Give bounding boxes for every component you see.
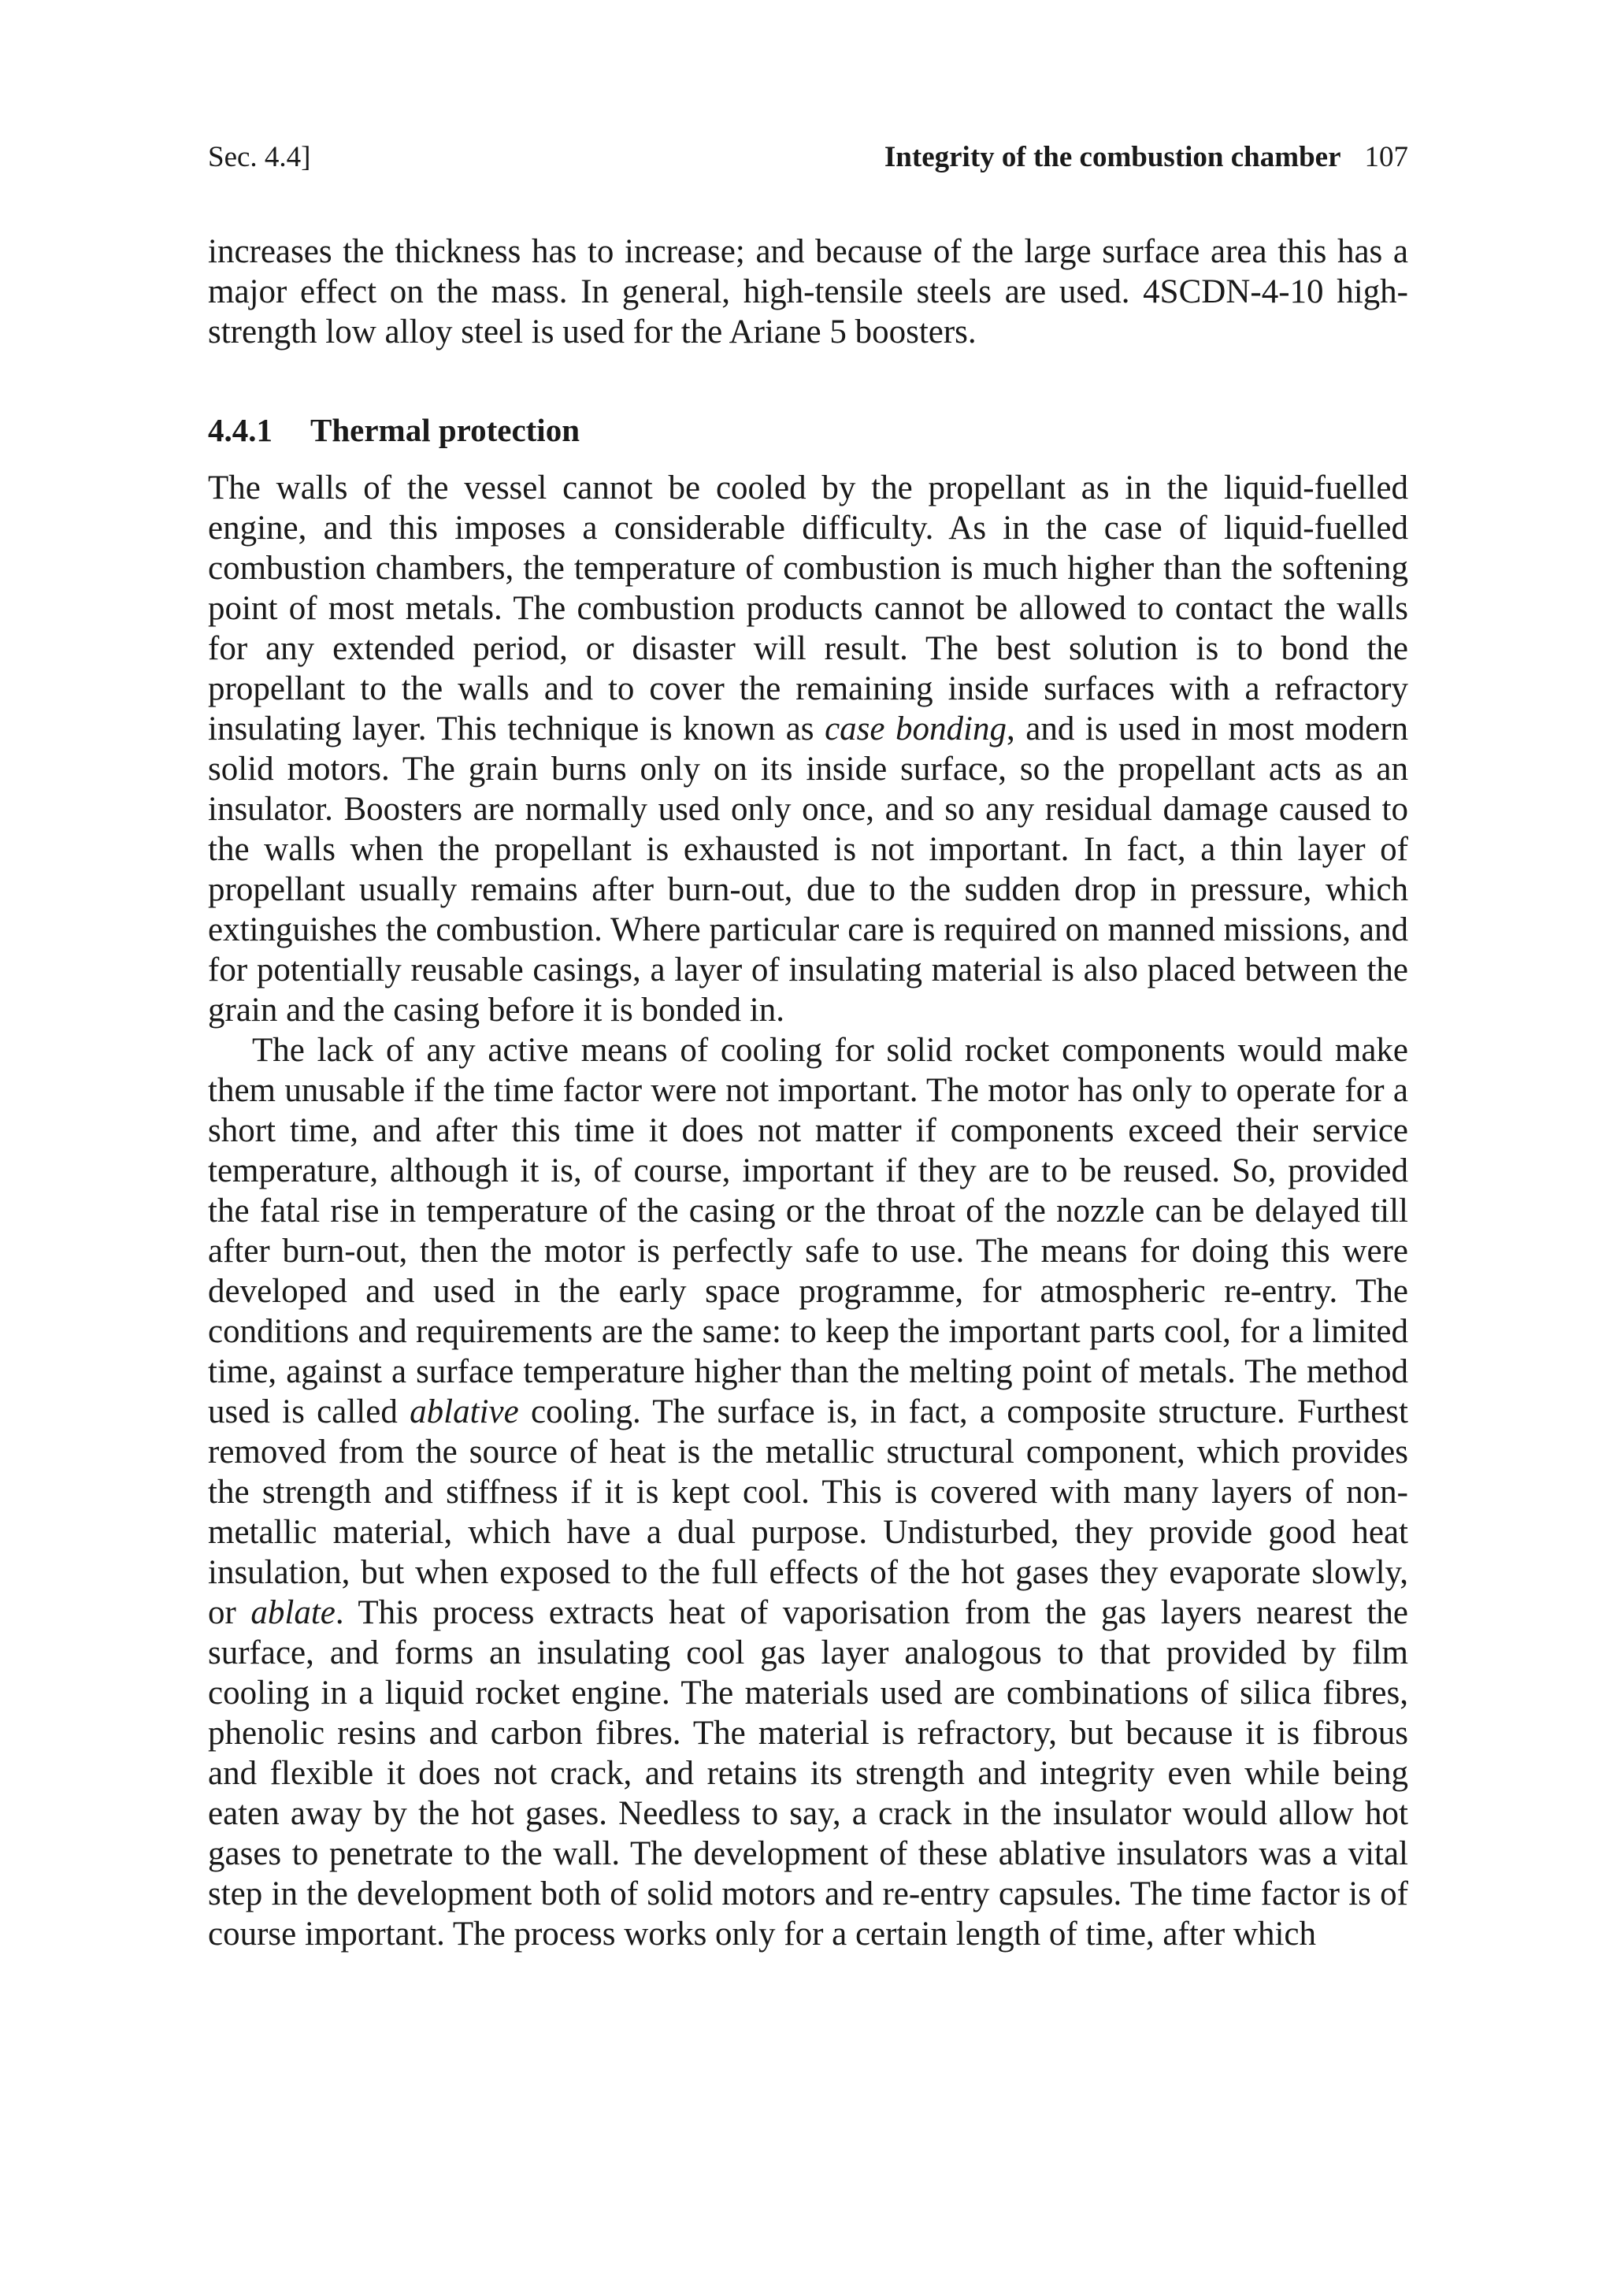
- paragraph-text: . This process extracts heat of vaporisation from the gas layers nearest the surface, and forms an insulating cool gas layer analogous to that provided by film cooling in a liquid rocket engine. The materials used are combinations of silica fibres, phenolic resins and carbon fibres. The material is refractory, but because it is fibrous and flexible it does not crack, and retains its strength and integrity even while being eaten away by the hot gases. Needless to say, a crack in the insulator would allow hot gases to penetrate to the wall. The development of these ablative insulators was a vital step in the development both of solid motors and re-entry capsules. The time factor is of course important. The process works only for a certain length of time, after which: [208, 1594, 1408, 1953]
- section-heading: [208, 410, 1408, 451]
- section-reference: Sec. 4.4]: [208, 141, 311, 173]
- body-text: [208, 232, 1408, 1954]
- intro-paragraph: increases the thickness has to increase; and because of the large surface area this has a major effect on the mass. In general, high-tensile steels are used. 4SCDN-4-10 high-strength low alloy steel is used for the Ariane 5 boosters.: [208, 233, 1408, 351]
- paragraph-text: The lack of any active means of cooling for solid rocket components would make them unusable if the time factor were not important. The motor has only to operate for a short time, and after this time it does not matter if components exceed their service temperature, although it is, of course, important if they are to be reused. So, provided the fatal rise in temperature of the casing or the throat of the nozzle can be delayed till after burn-out, then the motor is perfectly safe to use. The means for doing this were developed and used in the early space programme, for atmospheric re-entry. The conditions and requirements are the same: to keep the important parts cool, for a limited time, against a surface temperature higher than the melting point of metals. The method used is called: [208, 1032, 1408, 1430]
- section-number: 4.4.1: [208, 412, 273, 448]
- emphasis-ablate: ablate: [250, 1594, 336, 1631]
- book-page: [208, 134, 1408, 1954]
- paragraph-text: cooling. The surface is, in fact, a composite structure. Furthest removed from the source of heat is the metallic structural component, which provides the strength and stiffness if it is kept cool. This is covered with many layers of non-metallic material, which have a dual purpose. Undisturbed, they provide good heat insulation, but when exposed to the full effects of the hot gases they evaporate slowly, or: [208, 1393, 1408, 1631]
- paragraph-text: , and is used in most modern solid motors. The grain burns only on its inside surface, so the propellant acts as an insulator. Boosters are normally used only once, and so any residual damage caused to the walls when the propellant is exhausted is not important. In fact, a thin layer of propellant usually remains after burn-out, due to the sudden drop in pressure, which extinguishes the combustion. Where particular care is required on manned missions, and for potentially reusable casings, a layer of insulating material is also placed between the grain and the casing before it is bonded in.: [208, 710, 1409, 1029]
- running-head: [208, 134, 1408, 181]
- page-number: 107: [1364, 141, 1408, 173]
- emphasis-ablative: ablative: [410, 1393, 519, 1430]
- chapter-title: Integrity of the combustion chamber: [884, 141, 1341, 173]
- emphasis-case-bonding: case bonding: [825, 710, 1007, 747]
- paragraph-thermal-1: [208, 468, 1408, 1030]
- section-title: Thermal protection: [310, 412, 580, 448]
- running-head-right: [884, 134, 1408, 181]
- paragraph-text: The walls of the vessel cannot be cooled by the propellant as in the liquid-fuelled engine, and this imposes a considerable difficulty. As in the case of liquid-fuelled combustion chambers, the temperature of combustion is much higher than the softening point of most metals. The combustion products cannot be allowed to contact the walls for any extended period, or disaster will result. The best solution is to bond the propellant to the walls and to cover the remaining inside surfaces with a refractory insulating layer. This technique is known as: [208, 469, 1408, 747]
- paragraph-thermal-2: [208, 1030, 1408, 1954]
